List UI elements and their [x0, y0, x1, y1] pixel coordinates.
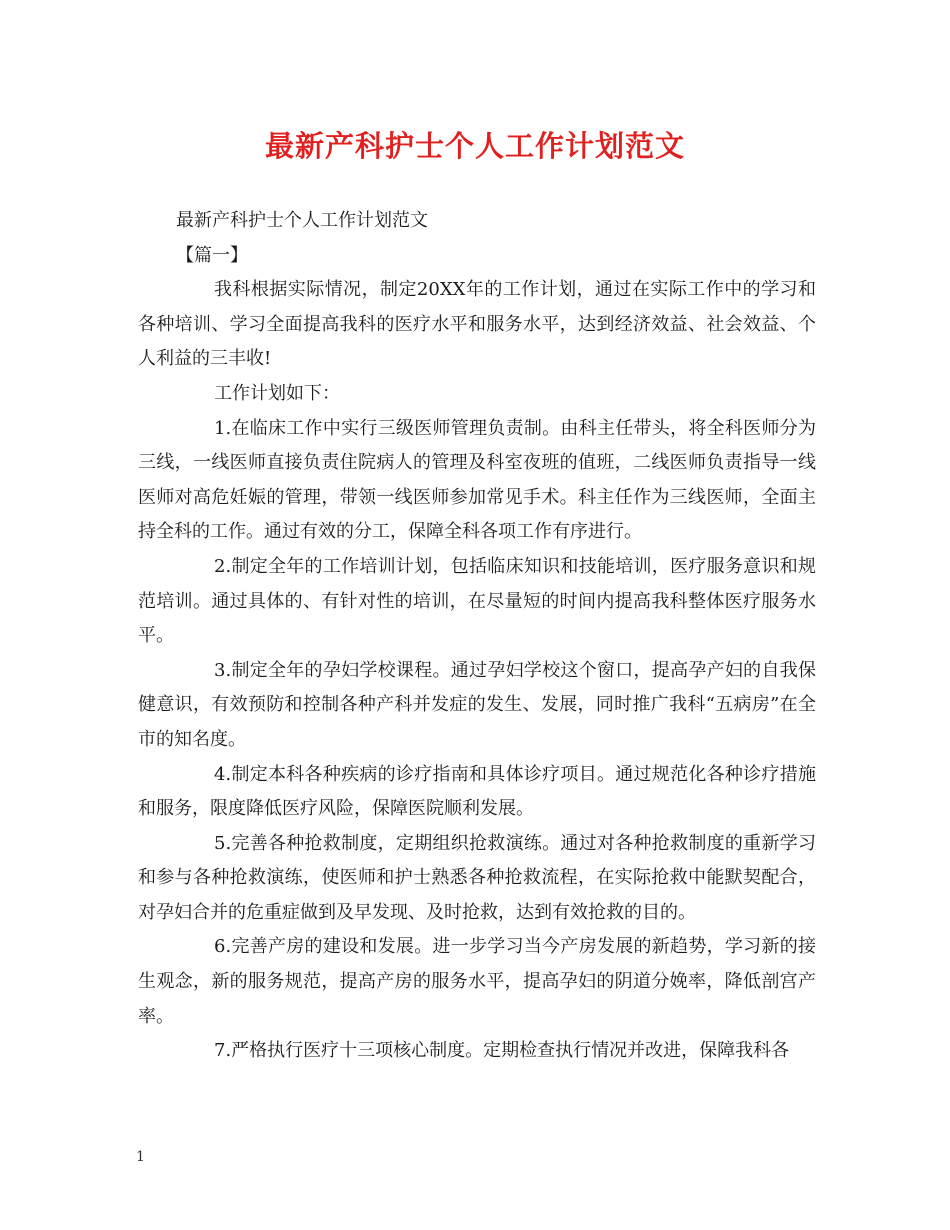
document-subtitle: 最新产科护士个人工作计划范文 [176, 210, 428, 231]
paragraph-item-1: 1.在临床工作中实行三级医师管理负责制。由科主任带头，将全科医师分为三线，一线医师直接负责住院病人的管理及科室夜班的值班，二线医师负责指导一线医师对高危妊娠的管理，带领一线医师参加常见手术。科主任作为三线医师，全面主持全科的工作。通过有效的分工，保障全科各项工作有序进行。 [138, 417, 816, 543]
paragraph-item-6: 6.完善产房的建设和发展。进一步学习当今产房发展的新趋势，学习新的接生观念，新的服务规范，提高产房的服务水平，提高孕妇的阴道分娩率，降低剖宫产率。 [138, 936, 816, 1027]
paragraph-intro: 我科根据实际情况，制定20XX年的工作计划，通过在实际工作中的学习和各种培训、学习全面提高我科的医疗水平和服务水平，达到经济效益、社会效益、个人利益的三丰收! [138, 279, 816, 370]
document-body [138, 204, 816, 1069]
document-title: 最新产科护士个人工作计划范文 [264, 129, 685, 163]
page-number: 1 [136, 1149, 145, 1165]
paragraph-item-4: 4.制定本科各种疾病的诊疗指南和具体诊疗项目。通过规范化各种诊疗措施和服务，限度降低医疗风险，保障医院顺利发展。 [138, 763, 816, 820]
paragraph-plan-heading: 工作计划如下： [214, 382, 340, 404]
paragraph-item-3: 3.制定全年的孕妇学校课程。通过孕妇学校这个窗口，提高孕产妇的自我保健意识，有效预防和控制各种产科并发症的发生、发展，同时推广我科“五病房”在全市的知名度。 [138, 659, 816, 750]
paragraph-item-5: 5.完善各种抢救制度，定期组织抢救演练。通过对各种抢救制度的重新学习和参与各种抢救演练，使医师和护士熟悉各种抢救流程，在实际抢救中能默契配合，对孕妇合并的危重症做到及早发现、及时抢救，达到有效抢救的目的。 [138, 832, 816, 923]
section-label: 【篇一】 [176, 244, 248, 266]
paragraph-item-2: 2.制定全年的工作培训计划，包括临床知识和技能培训，医疗服务意识和规范培训。通过具体的、有针对性的培训，在尽量短的时间内提高我科整体医疗服务水平。 [138, 555, 816, 647]
paragraph-item-7: 7.严格执行医疗十三项核心制度。定期检查执行情况并改进，保障我科各 [214, 1040, 790, 1062]
